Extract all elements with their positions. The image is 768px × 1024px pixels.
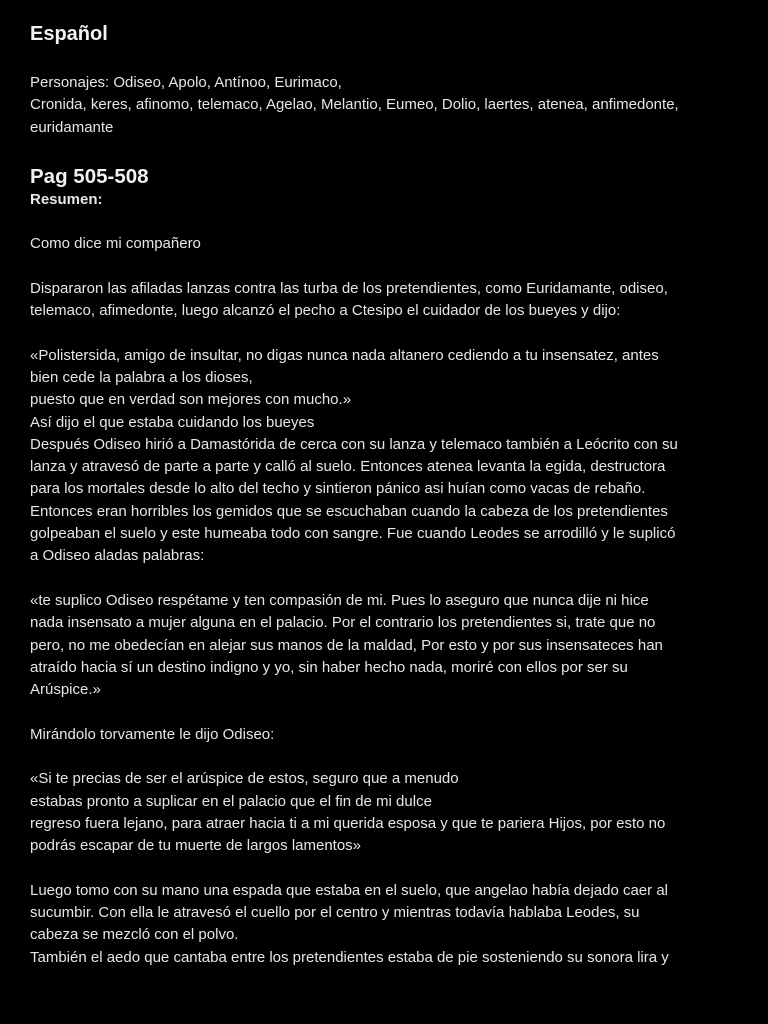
paragraph bbox=[30, 345, 738, 568]
paragraph-line: sucumbir. Con ella le atravesó el cuello por el centro y mientras todavía hablaba Leodes, su bbox=[30, 904, 640, 922]
characters-line: Cronida, keres, afinomo, telemaco, Agelao, Melantio, Eumeo, Dolio, laertes, atenea, anfimedonte, bbox=[30, 96, 679, 114]
paragraph-line: «te suplico Odiseo respétame y ten compasión de mi. Pues lo aseguro que nunca dije ni hice bbox=[30, 591, 649, 609]
paragraph-line: golpeaban el suelo y este humeaba todo con sangre. Fue cuando Leodes se arrodilló y le suplicó bbox=[30, 525, 676, 543]
spacer bbox=[30, 858, 738, 880]
paragraph-line: lanza y atravesó de parte a parte y calló al suelo. Entonces atenea levanta la egida, destructora bbox=[30, 458, 666, 476]
paragraph-line: pero, no me obedecían en alejar sus manos de la maldad, Por esto y por sus insensateces han bbox=[30, 636, 663, 654]
paragraph-line: Entonces eran horribles los gemidos que se escuchaban cuando la cabeza de los pretendientes bbox=[30, 502, 668, 520]
spacer bbox=[30, 255, 738, 277]
paragraph bbox=[30, 724, 738, 746]
paragraph-line: nada insensato a mujer alguna en el palacio. Por el contrario los pretendientes si, trate que no bbox=[30, 614, 656, 632]
paragraph-line: atraído hacia sí un destino indigno y yo, sin haber hecho nada, moriré con ellos por ser su bbox=[30, 658, 628, 676]
spacer bbox=[30, 46, 738, 72]
spacer bbox=[30, 139, 738, 165]
paragraph bbox=[30, 233, 738, 255]
paragraph-line: podrás escapar de tu muerte de largos lamentos» bbox=[30, 837, 362, 855]
spacer bbox=[30, 746, 738, 768]
characters-line: Personajes: Odiseo, Apolo, Antínoo, Eurimaco, bbox=[30, 74, 342, 91]
paragraph bbox=[30, 768, 738, 857]
paragraph-line: estabas pronto a suplicar en el palacio que el fin de mi dulce bbox=[30, 792, 432, 810]
paragraph-line: bien cede la palabra a los dioses, bbox=[30, 368, 253, 386]
paragraph-line: para los mortales desde lo alto del techo y sintieron pánico asi huían como vacas de rebaño. bbox=[30, 480, 646, 498]
paragraph-line: «Polistersida, amigo de insultar, no digas nunca nada altanero cediendo a tu insensatez, antes bbox=[30, 346, 659, 364]
spacer bbox=[30, 211, 738, 233]
paragraph-line: puesto que en verdad son mejores con mucho.» bbox=[30, 391, 352, 409]
paragraph-line: Así dijo el que estaba cuidando los bueyes bbox=[30, 413, 315, 431]
paragraph-line: Como dice mi compañero bbox=[30, 235, 201, 253]
paragraph-line: Después Odiseo hirió a Damastórida de cerca con su lanza y telemaco también a Leócrito con su bbox=[30, 435, 678, 453]
pages-heading: Pag 505-508 bbox=[30, 164, 149, 188]
paragraph-line: a Odiseo aladas palabras: bbox=[30, 547, 205, 565]
spacer bbox=[30, 701, 738, 723]
paragraph bbox=[30, 278, 738, 323]
characters-line: euridamante bbox=[30, 118, 114, 136]
language-heading: Español bbox=[30, 23, 108, 45]
paragraph-line: Dispararon las afiladas lanzas contra las turba de los pretendientes, como Euridamante, odiseo, bbox=[30, 279, 668, 297]
paragraph-line: regreso fuera lejano, para atraer hacia ti a mi querida esposa y que te pariera Hijos, por esto no bbox=[30, 814, 666, 832]
paragraph-line: También el aedo que cantaba entre los pretendientes estaba de pie sosteniendo su sonora lira y bbox=[30, 948, 669, 966]
summary-label: Resumen: bbox=[30, 190, 103, 208]
summary-body bbox=[30, 233, 738, 969]
characters-list bbox=[30, 72, 738, 139]
paragraph-line: cabeza se mezcló con el polvo. bbox=[30, 926, 239, 944]
paragraph-line: Luego tomo con su mano una espada que estaba en el suelo, que angelao había dejado caer al bbox=[30, 881, 668, 899]
paragraph bbox=[30, 590, 738, 701]
paragraph-line: «Si te precias de ser el arúspice de estos, seguro que a menudo bbox=[30, 770, 459, 788]
paragraph bbox=[30, 880, 738, 969]
paragraph-line: Arúspice.» bbox=[30, 681, 101, 699]
spacer bbox=[30, 322, 738, 344]
paragraph-line: telemaco, afimedonte, luego alcanzó el pecho a Ctesipo el cuidador de los bueyes y dijo: bbox=[30, 302, 621, 320]
spacer bbox=[30, 568, 738, 590]
paragraph-line: Mirándolo torvamente le dijo Odiseo: bbox=[30, 725, 275, 743]
